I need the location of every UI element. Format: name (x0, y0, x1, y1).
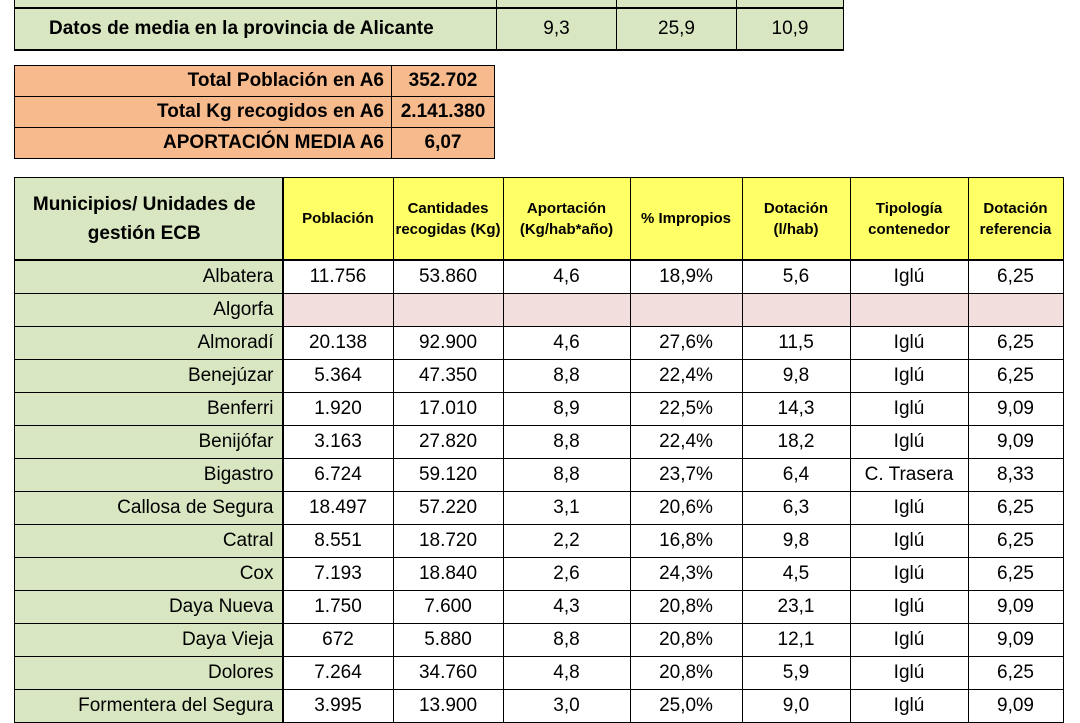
table-row (15, 294, 1064, 327)
cell-population: 3.995 (283, 690, 394, 723)
cell-container-type: Iglú (850, 426, 968, 459)
cell-improper: 22,4% (630, 360, 742, 393)
province-average-table (14, 0, 844, 51)
cell-contribution: 8,8 (503, 360, 630, 393)
cell-improper: 22,5% (630, 393, 742, 426)
cell-improper: 20,8% (630, 624, 742, 657)
cell-quantity: 18.840 (393, 558, 503, 591)
cell-allocation: 4,5 (742, 558, 850, 591)
total-population-label: Total Población en A6 (15, 66, 392, 97)
cell-municipality: Daya Nueva (15, 591, 283, 624)
cell-municipality: Catral (15, 525, 283, 558)
totals-table (14, 65, 495, 159)
table-row (15, 657, 1064, 690)
table-header-row (15, 178, 1064, 261)
cell-allocation: 12,1 (742, 624, 850, 657)
cell-municipality: Bigastro (15, 459, 283, 492)
cell-contribution: 4,6 (503, 327, 630, 360)
average-row-previous-value (737, 0, 844, 8)
cell-improper: 25,0% (630, 690, 742, 723)
cell-reference-allocation: 8,33 (968, 459, 1063, 492)
cell-improper: 20,6% (630, 492, 742, 525)
cell-reference-allocation: 6,25 (968, 657, 1063, 690)
cell-allocation: 14,3 (742, 393, 850, 426)
cell-quantity: 47.350 (393, 360, 503, 393)
cell-population: 6.724 (283, 459, 394, 492)
cell-quantity (393, 294, 503, 327)
province-average-value: 25,9 (617, 8, 737, 50)
cell-contribution: 8,9 (503, 393, 630, 426)
header-population: Población (283, 178, 394, 261)
cell-reference-allocation: 6,25 (968, 492, 1063, 525)
cell-quantity: 13.900 (393, 690, 503, 723)
cell-container-type: Iglú (850, 624, 968, 657)
cell-municipality: Algorfa (15, 294, 283, 327)
cell-container-type: C. Trasera (850, 459, 968, 492)
cell-contribution (503, 294, 630, 327)
cell-quantity: 27.820 (393, 426, 503, 459)
cell-allocation: 9,8 (742, 360, 850, 393)
cell-allocation: 23,1 (742, 591, 850, 624)
cell-container-type: Iglú (850, 558, 968, 591)
cell-municipality: Benijófar (15, 426, 283, 459)
cell-reference-allocation: 9,09 (968, 690, 1063, 723)
table-row (15, 525, 1064, 558)
cell-allocation: 11,5 (742, 327, 850, 360)
average-row-previous-value (617, 0, 737, 8)
total-kg-row (15, 97, 495, 128)
province-average-value: 10,9 (737, 8, 844, 50)
cell-population: 20.138 (283, 327, 394, 360)
cell-reference-allocation: 9,09 (968, 624, 1063, 657)
cell-reference-allocation: 6,25 (968, 525, 1063, 558)
cell-population: 672 (283, 624, 394, 657)
municipalities-table (14, 177, 1064, 723)
cell-improper: 16,8% (630, 525, 742, 558)
cell-municipality: Dolores (15, 657, 283, 690)
cell-reference-allocation: 6,25 (968, 327, 1063, 360)
table-row (15, 393, 1064, 426)
cell-municipality: Cox (15, 558, 283, 591)
cell-allocation (742, 294, 850, 327)
header-quantities: Cantidades recogidas (Kg) (393, 178, 503, 261)
header-container-type: Tipología contenedor (850, 178, 968, 261)
table-row (15, 459, 1064, 492)
table-row (15, 591, 1064, 624)
cell-improper: 27,6% (630, 327, 742, 360)
cell-population: 18.497 (283, 492, 394, 525)
cell-municipality: Callosa de Segura (15, 492, 283, 525)
cell-quantity: 18.720 (393, 525, 503, 558)
cell-improper: 24,3% (630, 558, 742, 591)
cell-container-type: Iglú (850, 492, 968, 525)
cell-quantity: 59.120 (393, 459, 503, 492)
cell-reference-allocation: 6,25 (968, 260, 1063, 294)
province-average-value: 9,3 (497, 8, 617, 50)
average-contribution-row (15, 128, 495, 159)
cell-improper: 18,9% (630, 260, 742, 294)
average-contribution-label: APORTACIÓN MEDIA A6 (15, 128, 392, 159)
cell-population: 8.551 (283, 525, 394, 558)
cell-quantity: 5.880 (393, 624, 503, 657)
cell-population: 7.193 (283, 558, 394, 591)
cell-container-type: Iglú (850, 690, 968, 723)
cell-population: 3.163 (283, 426, 394, 459)
cell-reference-allocation: 9,09 (968, 393, 1063, 426)
table-row (15, 558, 1064, 591)
total-population-row (15, 66, 495, 97)
total-population-value: 352.702 (392, 66, 495, 97)
cell-allocation: 9,8 (742, 525, 850, 558)
cell-container-type: Iglú (850, 393, 968, 426)
average-row-previous-value (497, 0, 617, 8)
cell-contribution: 4,3 (503, 591, 630, 624)
cell-improper (630, 294, 742, 327)
cell-population: 1.920 (283, 393, 394, 426)
cell-allocation: 5,9 (742, 657, 850, 690)
average-row-previous (15, 0, 844, 8)
cell-contribution: 8,8 (503, 426, 630, 459)
cell-reference-allocation: 9,09 (968, 591, 1063, 624)
header-improper: % Impropios (630, 178, 742, 261)
cell-reference-allocation: 6,25 (968, 360, 1063, 393)
cell-container-type: Iglú (850, 327, 968, 360)
cell-reference-allocation: 6,25 (968, 558, 1063, 591)
total-kg-label: Total Kg recogidos en A6 (15, 97, 392, 128)
cell-municipality: Formentera del Segura (15, 690, 283, 723)
cell-reference-allocation: 9,09 (968, 426, 1063, 459)
cell-improper: 22,4% (630, 426, 742, 459)
cell-contribution: 3,0 (503, 690, 630, 723)
cell-population: 1.750 (283, 591, 394, 624)
cell-municipality: Benejúzar (15, 360, 283, 393)
cell-allocation: 5,6 (742, 260, 850, 294)
cell-container-type: Iglú (850, 260, 968, 294)
average-contribution-value: 6,07 (392, 128, 495, 159)
cell-quantity: 34.760 (393, 657, 503, 690)
cell-improper: 20,8% (630, 657, 742, 690)
cell-container-type: Iglú (850, 360, 968, 393)
cell-municipality: Daya Vieja (15, 624, 283, 657)
cell-reference-allocation (968, 294, 1063, 327)
table-row (15, 492, 1064, 525)
cell-quantity: 57.220 (393, 492, 503, 525)
cell-municipality: Albatera (15, 260, 283, 294)
cell-allocation: 6,4 (742, 459, 850, 492)
cell-contribution: 8,8 (503, 459, 630, 492)
header-reference-allocation: Dotación referencia (968, 178, 1063, 261)
cell-contribution: 2,6 (503, 558, 630, 591)
cell-population: 7.264 (283, 657, 394, 690)
table-row (15, 690, 1064, 723)
cell-container-type: Iglú (850, 657, 968, 690)
cell-improper: 23,7% (630, 459, 742, 492)
total-kg-value: 2.141.380 (392, 97, 495, 128)
cell-contribution: 4,8 (503, 657, 630, 690)
cell-municipality: Almoradí (15, 327, 283, 360)
header-contribution: Aportación (Kg/hab*año) (503, 178, 630, 261)
cell-contribution: 4,6 (503, 260, 630, 294)
cell-quantity: 92.900 (393, 327, 503, 360)
cell-population: 11.756 (283, 260, 394, 294)
cell-quantity: 53.860 (393, 260, 503, 294)
cell-allocation: 18,2 (742, 426, 850, 459)
cell-allocation: 6,3 (742, 492, 850, 525)
province-average-row (15, 8, 844, 50)
header-allocation: Dotación (l/hab) (742, 178, 850, 261)
province-average-label: Datos de media en la provincia de Alicante (15, 8, 497, 50)
average-row-previous-label (15, 0, 497, 8)
cell-quantity: 17.010 (393, 393, 503, 426)
cell-contribution: 2,2 (503, 525, 630, 558)
table-row (15, 327, 1064, 360)
cell-container-type: Iglú (850, 525, 968, 558)
table-row (15, 426, 1064, 459)
table-row (15, 260, 1064, 294)
cell-improper: 20,8% (630, 591, 742, 624)
cell-population: 5.364 (283, 360, 394, 393)
cell-container-type: Iglú (850, 591, 968, 624)
table-row (15, 624, 1064, 657)
cell-container-type (850, 294, 968, 327)
cell-allocation: 9,0 (742, 690, 850, 723)
cell-contribution: 3,1 (503, 492, 630, 525)
cell-population (283, 294, 394, 327)
header-municipality: Municipios/ Unidades de gestión ECB (15, 178, 283, 261)
cell-municipality: Benferri (15, 393, 283, 426)
cell-quantity: 7.600 (393, 591, 503, 624)
table-row (15, 360, 1064, 393)
cell-contribution: 8,8 (503, 624, 630, 657)
